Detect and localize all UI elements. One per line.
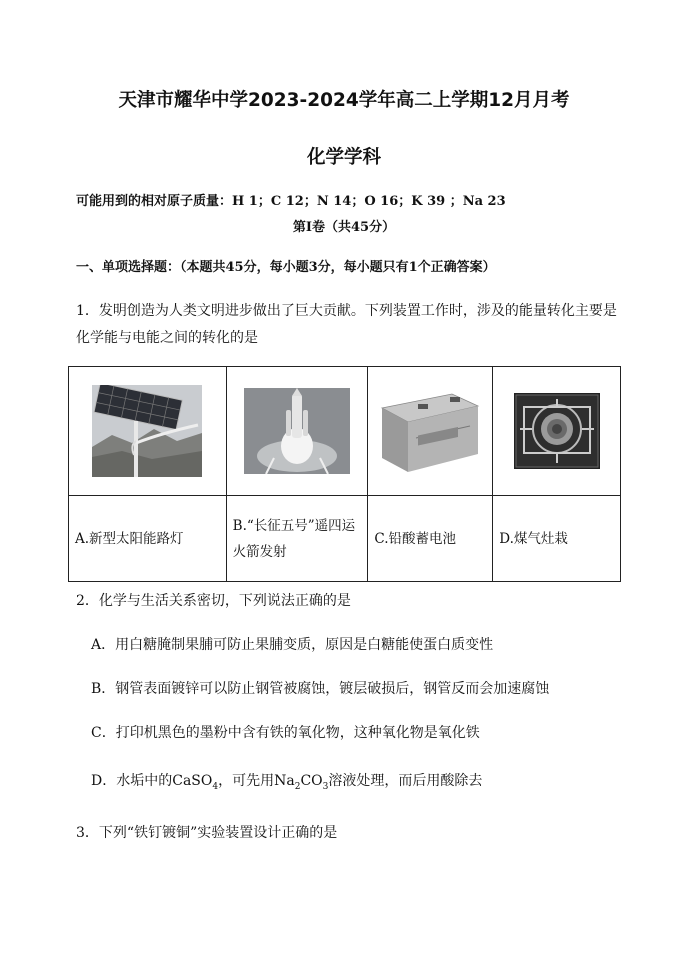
option-d-middle: ，可先用 <box>218 773 275 789</box>
formula-na2co3: $Na_2CO_3$ <box>274 773 329 792</box>
question-3-stem: 3．下列“铁钉镀铜”实验装置设计正确的是 <box>76 825 338 841</box>
question-2-stem: 2．化学与生活关系密切，下列说法正确的是 <box>76 593 351 609</box>
option-a-label: A.新型太阳能路灯 <box>69 496 227 582</box>
option-b-label: B.“长征五号”遥四运火箭发射 <box>226 496 368 582</box>
option-d-image-cell <box>493 367 621 496</box>
option-a-image-cell <box>69 367 227 496</box>
page-title: 天津市耀华中学2023-2024学年高二上学期12月月考 <box>118 90 570 111</box>
option-c-image-cell <box>368 367 493 496</box>
question-2-option-a: A．用白糖腌制果脯可防止果脯变质，原因是白糖能使蛋白质变性 <box>91 637 494 653</box>
option-d-suffix: 溶液处理，而后用酸除去 <box>328 773 483 789</box>
formula-caso4: CaSO$_4$ <box>172 773 219 792</box>
option-d-label: D.煤气灶栽 <box>493 496 621 582</box>
gas-stove-image <box>514 393 600 469</box>
option-d-prefix: D．水垢中的 <box>91 773 173 789</box>
option-c-label: C.铅酸蓄电池 <box>368 496 493 582</box>
question-1-stem: 1．发明创造为人类文明进步做出了巨大贡献。下列装置工作时，涉及的能量转化主要是化学能与电能之间的转化的是 <box>76 303 617 346</box>
volume-heading: 第Ⅰ卷（共45分） <box>292 220 396 235</box>
atomic-masses: 可能用到的相对原子质量：H 1；C 12；N 14；O 16；K 39 ；Na 23 <box>76 194 506 209</box>
lead-acid-battery-image <box>378 388 482 474</box>
question-2-option-c: C．打印机黑色的墨粉中含有铁的氧化物，这种氧化物是氧化铁 <box>91 725 480 741</box>
question-2-option-d <box>91 770 482 792</box>
rocket-launch-image <box>244 388 350 474</box>
question-2-option-b: B．钢管表面镀锌可以防止钢管被腐蚀，镀层破损后，钢管反而会加速腐蚀 <box>91 681 550 697</box>
solar-streetlight-image <box>92 385 202 477</box>
question-1-options-table <box>68 366 621 582</box>
page-subtitle: 化学学科 <box>306 147 381 168</box>
section-heading: 一、单项选择题：（本题共45分，每小题3分，每小题只有1个正确答案） <box>76 260 496 275</box>
option-b-image-cell <box>226 367 368 496</box>
